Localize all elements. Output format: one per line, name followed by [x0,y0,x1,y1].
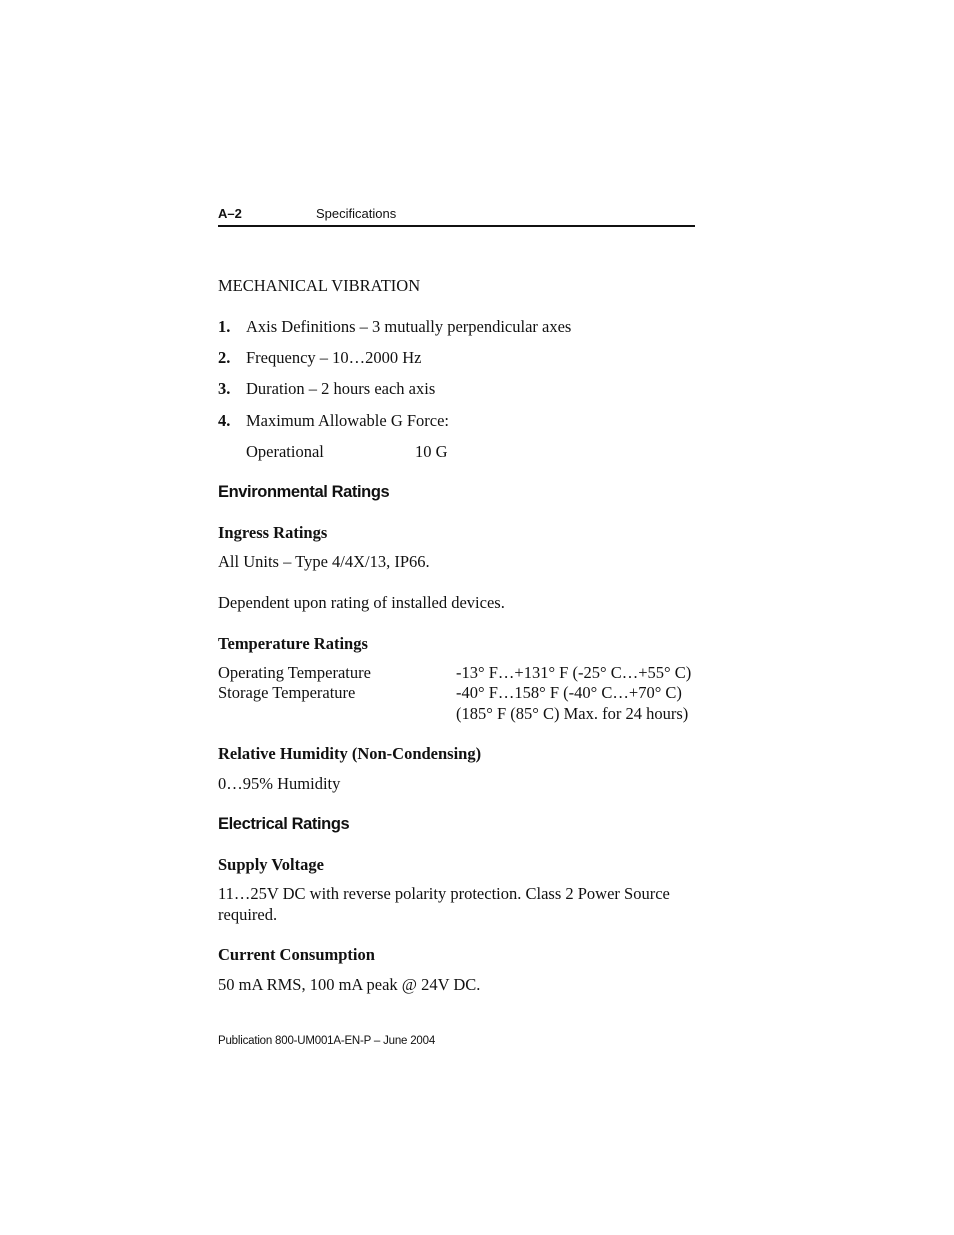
operating-temperature-value: -13° F…+131° F (-25° C…+55° C) [456,663,692,682]
humidity-value: 0…95% Humidity [218,774,341,793]
operating-temperature-label: Operating Temperature [218,663,371,682]
running-header-title: Specifications [316,206,397,221]
storage-temperature-note: (185° F (85° C) Max. for 24 hours) [456,704,689,723]
storage-temperature-value: -40° F…158° F (-40° C…+70° C) [456,683,682,702]
supply-voltage-text: 11…25V DC with reverse polarity protection. Class 2 Power Source required. [218,884,670,924]
operational-value: 10 G [415,442,448,461]
list-item-number: 3. [218,379,231,398]
ingress-note: Dependent upon rating of installed devices. [218,593,505,612]
vibration-title: MECHANICAL VIBRATION [218,276,421,295]
temperature-heading: Temperature Ratings [218,634,368,653]
list-item-number: 2. [218,348,231,367]
page-number: A–2 [218,206,242,221]
ingress-text: All Units – Type 4/4X/13, IP66. [218,552,430,571]
list-item-number: 4. [218,411,231,430]
ingress-heading: Ingress Ratings [218,523,328,542]
list-item-number: 1. [218,317,231,336]
electrical-heading: Electrical Ratings [218,815,350,833]
header-rule [218,225,695,227]
list-item-text: Duration – 2 hours each axis [246,379,436,398]
supply-voltage-heading: Supply Voltage [218,855,324,874]
current-consumption-text: 50 mA RMS, 100 mA peak @ 24V DC. [218,975,481,994]
environmental-heading: Environmental Ratings [218,483,390,501]
list-item-text: Axis Definitions – 3 mutually perpendicular axes [246,317,572,336]
publication-footer: Publication 800-UM001A-EN-P – June 2004 [218,1035,436,1047]
humidity-heading: Relative Humidity (Non-Condensing) [218,744,482,763]
list-item-text: Frequency – 10…2000 Hz [246,348,422,367]
current-consumption-heading: Current Consumption [218,945,375,964]
storage-temperature-label: Storage Temperature [218,683,356,702]
operational-label: Operational [246,442,324,461]
list-item-text: Maximum Allowable G Force: [246,411,450,430]
